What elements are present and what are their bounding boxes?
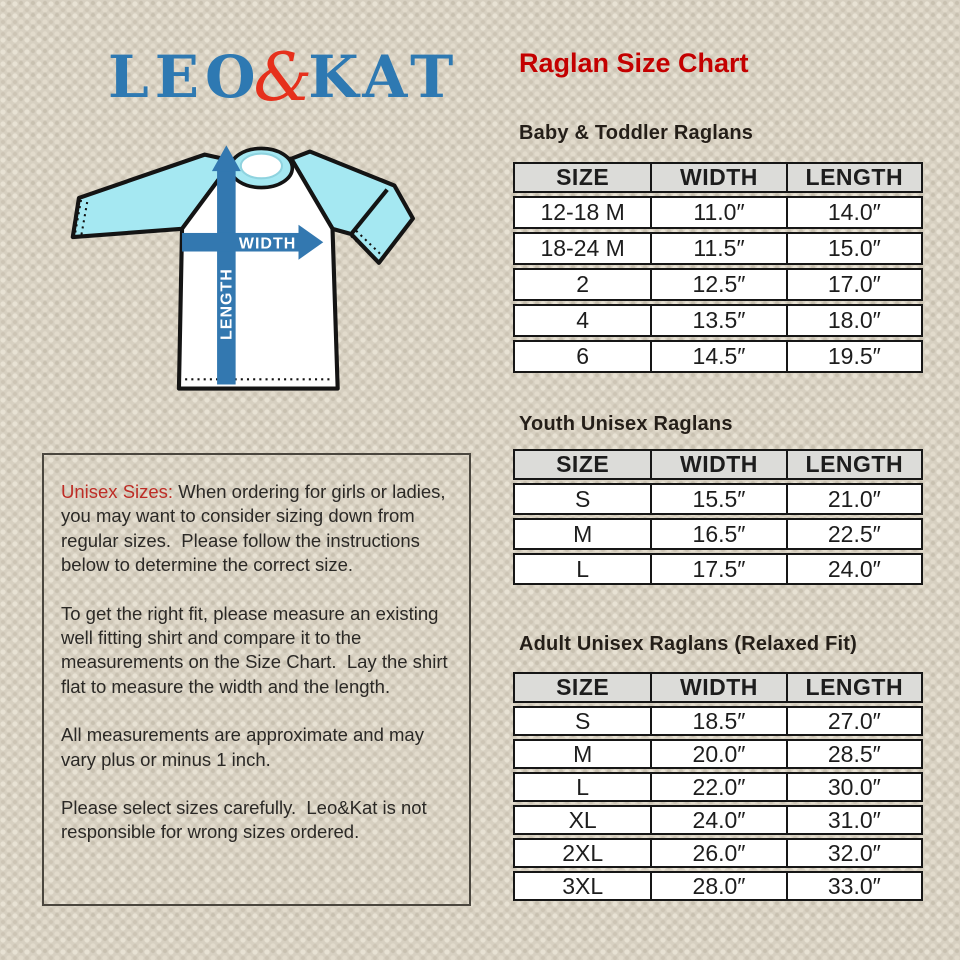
table-cell: 27.0″ [786, 708, 921, 734]
logo-text-kat: KAT [308, 43, 460, 111]
table-cell: 2XL [562, 839, 604, 866]
table-cell: 12-18 M [540, 199, 625, 225]
table-cell: 13.5″ [650, 306, 785, 335]
table-header-cell: LENGTH [786, 164, 921, 191]
table-row [513, 706, 923, 736]
table-header-cell: SIZE [556, 451, 610, 477]
table-header-cell: SIZE [556, 674, 610, 700]
table-row [513, 518, 923, 550]
raglan-shirt-diagram [52, 134, 444, 402]
table-cell: 17.5″ [650, 555, 785, 583]
baby-table-heading: Baby & Toddler Raglans [519, 122, 754, 144]
table-cell: 24.0″ [786, 555, 921, 583]
youth-table-heading: Youth Unisex Raglans [519, 413, 733, 435]
table-row [513, 340, 923, 373]
table-row [513, 838, 923, 868]
youth-size-table [513, 449, 923, 585]
table-cell: 3XL [562, 872, 604, 899]
table-header-cell: SIZE [556, 164, 610, 190]
adult-table-heading: Adult Unisex Raglans (Relaxed Fit) [519, 633, 857, 655]
table-row [513, 304, 923, 337]
table-cell: 24.0″ [650, 807, 785, 833]
table-cell: 33.0″ [786, 873, 921, 899]
logo-text-leo: LEO [108, 43, 262, 111]
table-header-cell: WIDTH [650, 164, 785, 191]
table-cell: 11.5″ [650, 234, 785, 263]
table-cell: 14.5″ [650, 342, 785, 371]
table-cell: S [574, 707, 591, 734]
table-header-row [513, 449, 923, 480]
table-cell: 14.0″ [786, 198, 921, 227]
info-paragraph-unisex [61, 480, 453, 578]
brand-logo [108, 36, 460, 116]
info-paragraph-approximate: All measurements are approximate and may vary plus or minus 1 inch. [61, 724, 424, 770]
table-cell: 2 [576, 271, 590, 297]
table-cell: 22.0″ [650, 774, 785, 800]
table-cell: 12.5″ [650, 270, 785, 299]
table-cell: 4 [576, 307, 590, 333]
table-row [513, 805, 923, 835]
table-row [513, 196, 923, 229]
sizing-info-box [42, 453, 471, 906]
baby-size-table [513, 162, 923, 373]
table-cell: 26.0″ [650, 840, 785, 866]
table-cell: 28.0″ [650, 873, 785, 899]
table-cell: 15.5″ [650, 485, 785, 513]
table-cell: 32.0″ [786, 840, 921, 866]
table-header-row [513, 672, 923, 703]
table-header-cell: LENGTH [786, 674, 921, 701]
table-cell: 16.5″ [650, 520, 785, 548]
adult-size-table [513, 672, 923, 901]
length-arrow-label: LENGTH [218, 268, 236, 340]
info-unisex-rest: When ordering for girls or ladies, you may want to consider sizing down from regular sizes. Please follow the instructions below to determine the correct size. [61, 481, 446, 576]
table-cell: 6 [576, 343, 590, 369]
logo-ampersand-icon: & [253, 39, 313, 116]
table-cell: M [573, 740, 593, 767]
table-row [513, 232, 923, 265]
table-header-row [513, 162, 923, 193]
table-cell: L [576, 555, 590, 582]
table-row [513, 739, 923, 769]
table-row [513, 772, 923, 802]
table-cell: 18.0″ [786, 306, 921, 335]
page-title: Raglan Size Chart [519, 48, 749, 78]
table-cell: L [576, 773, 590, 800]
width-arrow-label: WIDTH [238, 235, 297, 253]
table-cell: 30.0″ [786, 774, 921, 800]
table-row [513, 483, 923, 515]
table-cell: 19.5″ [786, 342, 921, 371]
table-row [513, 553, 923, 585]
table-cell: 15.0″ [786, 234, 921, 263]
table-cell: 18.5″ [650, 708, 785, 734]
table-cell: 21.0″ [786, 485, 921, 513]
table-header-cell: LENGTH [786, 451, 921, 478]
table-header-cell: WIDTH [650, 674, 785, 701]
table-cell: 17.0″ [786, 270, 921, 299]
info-paragraph-fit: To get the right fit, please measure an existing well fitting shirt and compare it to the measurements on the Size Chart. Lay the shirt flat to measure the width and the length. [61, 602, 448, 697]
table-cell: 11.0″ [650, 198, 785, 227]
table-cell: M [573, 520, 593, 547]
info-paragraph-disclaimer: Please select sizes carefully. Leo&Kat is not responsible for wrong sizes ordered. [61, 797, 427, 843]
table-row [513, 871, 923, 901]
table-cell: 22.5″ [786, 520, 921, 548]
table-header-cell: WIDTH [650, 451, 785, 478]
info-unisex-highlight: Unisex Sizes: [61, 481, 174, 502]
table-row [513, 268, 923, 301]
table-cell: 31.0″ [786, 807, 921, 833]
table-cell: S [574, 485, 591, 512]
table-cell: 18-24 M [540, 235, 625, 261]
table-cell: 28.5″ [786, 741, 921, 767]
shirt-collar-inner [241, 154, 282, 179]
table-cell: 20.0″ [650, 741, 785, 767]
table-cell: XL [568, 806, 597, 833]
